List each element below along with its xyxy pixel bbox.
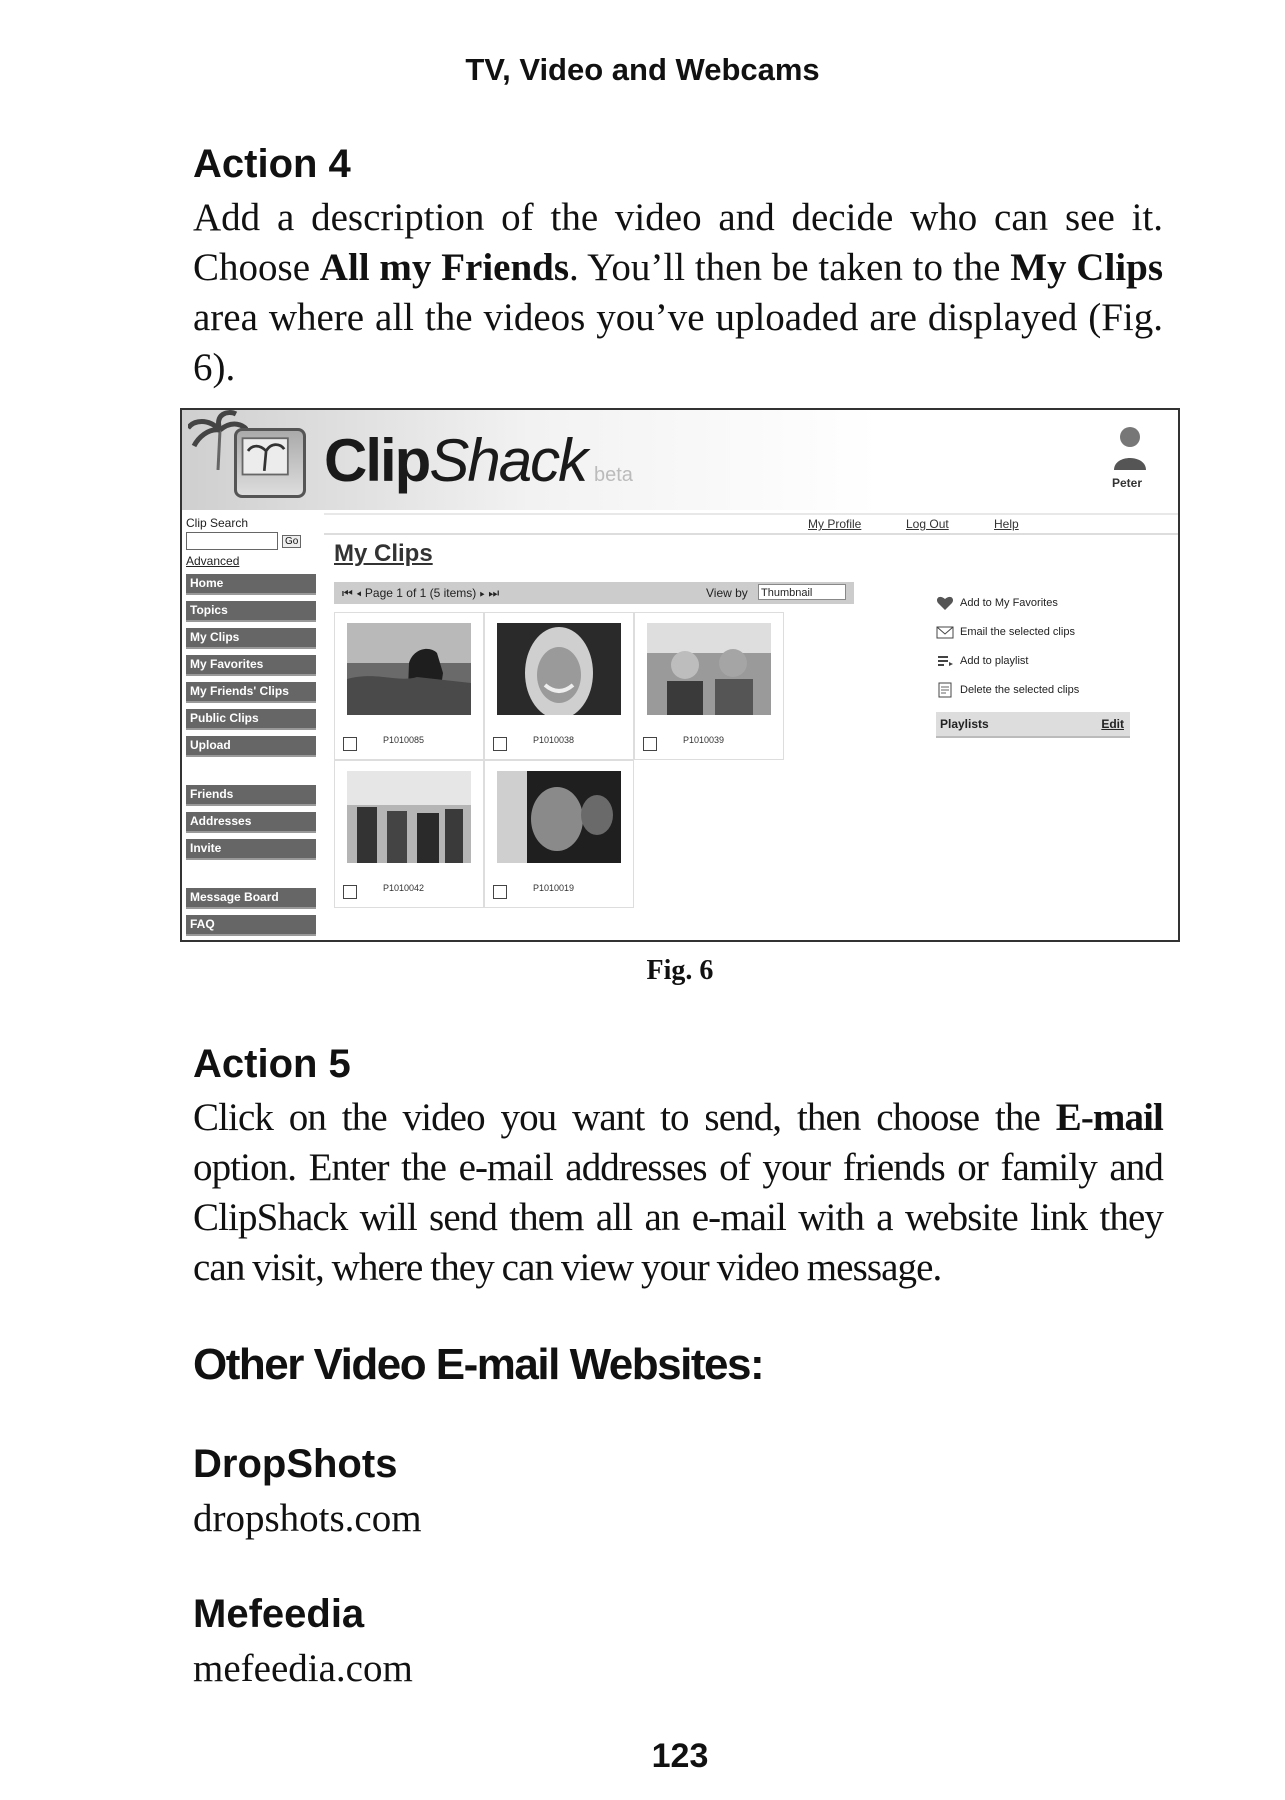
portrait-photo-icon[interactable] (497, 771, 621, 863)
log-out-link[interactable]: Log Out (906, 517, 949, 531)
sidebar-nav-item[interactable]: Friends (186, 785, 316, 806)
action-4-heading: Action 4 (193, 142, 351, 186)
my-profile-link[interactable]: My Profile (808, 517, 862, 531)
sidebar-nav-item[interactable]: Topics (186, 601, 316, 622)
clip-card[interactable] (334, 612, 484, 760)
clip-checkbox[interactable] (493, 737, 507, 751)
clip-name: P1010042 (383, 883, 425, 893)
sidebar-nav-item[interactable]: My Favorites (186, 655, 316, 676)
site-url-dropshots[interactable]: dropshots.com (193, 1497, 422, 1540)
go-button[interactable]: Go (282, 535, 301, 548)
my-clips-title: My Clips (334, 540, 433, 567)
page-number: 123 (651, 1737, 709, 1775)
clip-card[interactable] (334, 760, 484, 908)
nav-group-help (186, 888, 316, 936)
action-label: Delete the selected clips (960, 683, 1080, 696)
clip-name: P1010019 (533, 883, 575, 893)
tv-logo-icon (234, 428, 306, 498)
figure-caption: Fig. 6 (646, 955, 714, 986)
clip-checkbox[interactable] (643, 737, 657, 751)
clip-checkbox[interactable] (343, 737, 357, 751)
site-header (182, 410, 1178, 510)
clip-card[interactable] (484, 612, 634, 760)
logo-clip-text: Clip (324, 427, 430, 494)
advanced-search-link[interactable]: Advanced (186, 554, 240, 568)
horse-photo-icon[interactable] (347, 623, 471, 715)
sidebar-nav-item[interactable]: Addresses (186, 812, 316, 833)
sidebar-nav-item[interactable]: Invite (186, 839, 316, 860)
sidebar-nav-item[interactable]: Public Clips (186, 709, 316, 730)
email-icon (936, 624, 954, 640)
add-to-playlist-action[interactable] (936, 646, 1136, 675)
action-4-text-3: area where all the videos you’ve uploaded are displayed (Fig. 6). (193, 296, 1163, 389)
nav-group-contacts (186, 785, 316, 860)
action-4-text-2: . You’ll then be taken to the (569, 246, 1011, 289)
heart-icon (936, 595, 954, 611)
site-name-dropshots: DropShots (193, 1442, 398, 1486)
delete-clips-action[interactable] (936, 675, 1136, 704)
site-name-mefeedia: Mefeedia (193, 1592, 365, 1636)
top-nav (324, 513, 1178, 535)
site-url-mefeedia[interactable]: mefeedia.com (193, 1647, 413, 1690)
sidebar-nav-item[interactable]: My Clips (186, 628, 316, 649)
help-link[interactable]: Help (994, 517, 1019, 531)
action-5-heading: Action 5 (193, 1042, 351, 1086)
action-5-bold-1: E-mail (1055, 1096, 1163, 1139)
sidebar-nav-item[interactable]: My Friends' Clips (186, 682, 316, 703)
pager-text[interactable]: ⏮ ◂ Page 1 of 1 (5 items) ▸ ⏭ (342, 586, 500, 600)
playlist-icon (936, 653, 954, 669)
sidebar-nav-item[interactable]: Upload (186, 736, 316, 757)
pager-bar (334, 582, 854, 604)
clip-card[interactable] (634, 612, 784, 760)
sidebar-nav-item[interactable]: FAQ (186, 915, 316, 936)
playlists-title: Playlists (940, 717, 989, 731)
action-5-text-2: option. Enter the e-mail addresses of your friends or family and ClipShack will send them all an e-mail with a website link they can visit, where they can view your video message. (193, 1146, 1163, 1289)
action-5-paragraph (193, 1093, 1163, 1293)
playlists-edit-link[interactable]: Edit (1101, 717, 1124, 731)
sidebar-nav-item[interactable]: Message Board (186, 888, 316, 909)
sidebar-nav-item[interactable]: Home (186, 574, 316, 595)
action-5-text-1: Click on the video you want to send, then choose the (193, 1096, 1056, 1139)
clip-name: P1010039 (683, 735, 725, 745)
view-by-label: View by (706, 586, 748, 600)
site-sidebar (186, 516, 316, 936)
user-name[interactable]: Peter (1112, 476, 1143, 490)
running-head: TV, Video and Webcams (465, 52, 820, 87)
action-4-bold-1: All my Friends (319, 246, 570, 289)
view-by-select[interactable]: Thumbnail (758, 584, 846, 600)
action-4-bold-2: My Clips (1010, 246, 1164, 289)
smiling-woman-photo-icon[interactable] (497, 623, 621, 715)
clip-card[interactable] (484, 760, 634, 908)
playlists-header (936, 712, 1130, 738)
clip-actions (936, 588, 1136, 704)
clip-name: P1010085 (383, 735, 425, 745)
clip-search-input[interactable] (186, 532, 278, 550)
couple-photo-icon[interactable] (647, 623, 771, 715)
user-avatar-icon[interactable] (1112, 424, 1148, 470)
beta-label: beta (594, 464, 633, 486)
clipshack-screenshot (180, 408, 1180, 942)
logo-shack-text: Shack (429, 427, 587, 494)
action-label: Email the selected clips (960, 625, 1075, 638)
email-clips-action[interactable] (936, 617, 1136, 646)
add-to-favorites-action[interactable] (936, 588, 1136, 617)
action-4-paragraph (193, 193, 1163, 393)
delete-icon (936, 682, 954, 698)
action-label: Add to My Favorites (960, 596, 1058, 609)
nav-group-main (186, 574, 316, 757)
group-photo-icon[interactable] (347, 771, 471, 863)
action-label: Add to playlist (960, 654, 1029, 667)
other-sites-heading: Other Video E-mail Websites: (193, 1340, 764, 1389)
clip-checkbox[interactable] (493, 885, 507, 899)
action-4-text-1: Add a description of the video and decide who can see it. Choose (193, 196, 1163, 289)
clip-search-label: Clip Search (186, 516, 249, 530)
clipshack-logo[interactable] (324, 426, 586, 495)
clip-checkbox[interactable] (343, 885, 357, 899)
clip-name: P1010038 (533, 735, 575, 745)
